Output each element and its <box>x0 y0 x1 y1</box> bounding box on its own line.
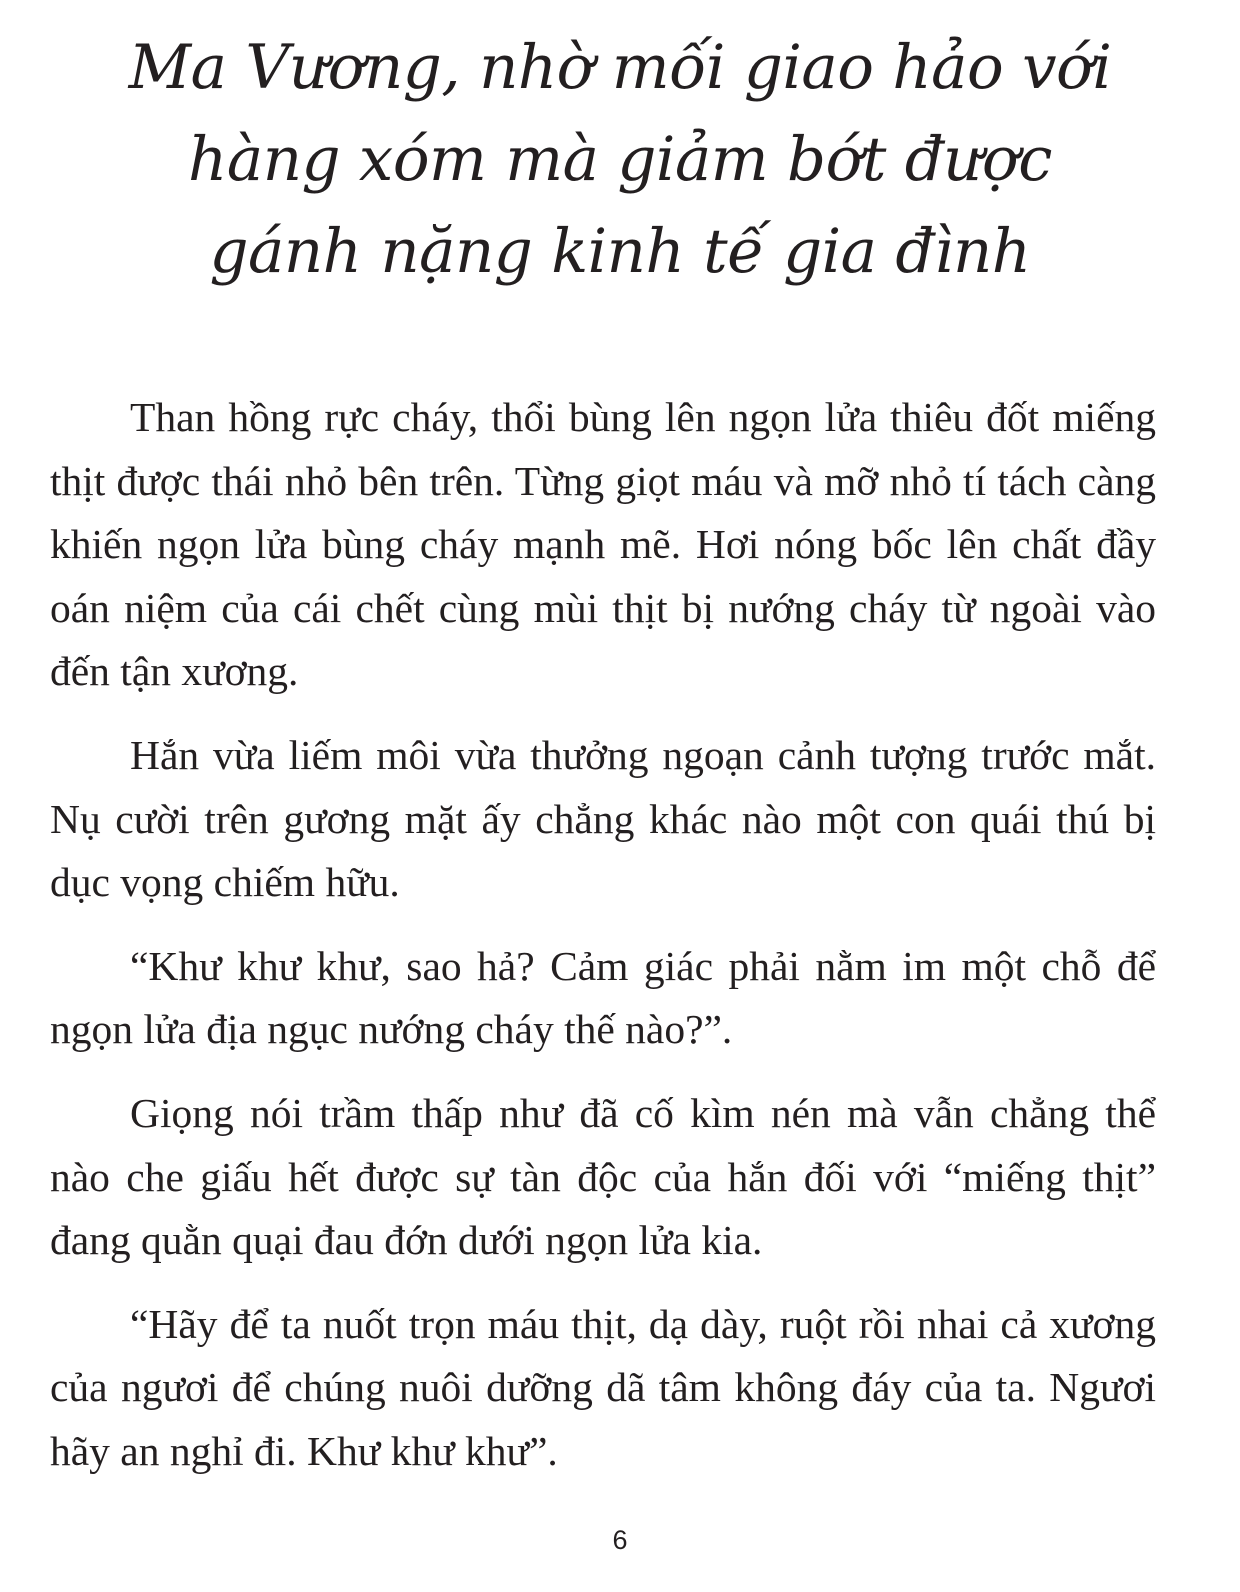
body-text <box>50 386 1156 1504</box>
paragraph: Than hồng rực cháy, thổi bùng lên ngọn lửa thiêu đốt miếng thịt được thái nhỏ bên trên. Từng giọt máu và mỡ nhỏ tí tách càng khiến ngọn lửa bùng cháy mạnh mẽ. Hơi nóng bốc lên chất đầy oán niệm của cái chết cùng mùi thịt bị nướng cháy từ ngoài vào đến tận xương. <box>50 394 1156 695</box>
chapter-title-line: Ma Vương, nhờ mối giao hảo với <box>128 32 1112 103</box>
paragraph: “Hãy để ta nuốt trọn máu thịt, dạ dày, ruột rồi nhai cả xương của ngươi để chúng nuôi dưỡng dã tâm không đáy của ta. Ngươi hãy an nghỉ đi. Khư khư khư”. <box>50 1300 1156 1474</box>
chapter-title <box>60 22 1180 298</box>
paragraph: “Khư khư khư, sao hả? Cảm giác phải nằm im một chỗ để ngọn lửa địa ngục nướng cháy thế nào?”. <box>50 942 1156 1053</box>
chapter-title-line: gánh nặng kinh tế gia đình <box>209 216 1031 287</box>
paragraph: Giọng nói trầm thấp như đã cố kìm nén mà vẫn chẳng thể nào che giấu hết được sự tàn độc của hắn đối với “miếng thịt” đang quằn quại đau đớn dưới ngọn lửa kia. <box>50 1089 1156 1264</box>
page-number: 6 <box>612 1525 628 1555</box>
chapter-title-line: hàng xóm mà giảm bớt được <box>188 124 1052 195</box>
paragraph: Hắn vừa liếm môi vừa thưởng ngoạn cảnh tượng trước mắt. Nụ cười trên gương mặt ấy chẳng khác nào một con quái thú bị dục vọng chiếm hữu. <box>50 731 1156 906</box>
